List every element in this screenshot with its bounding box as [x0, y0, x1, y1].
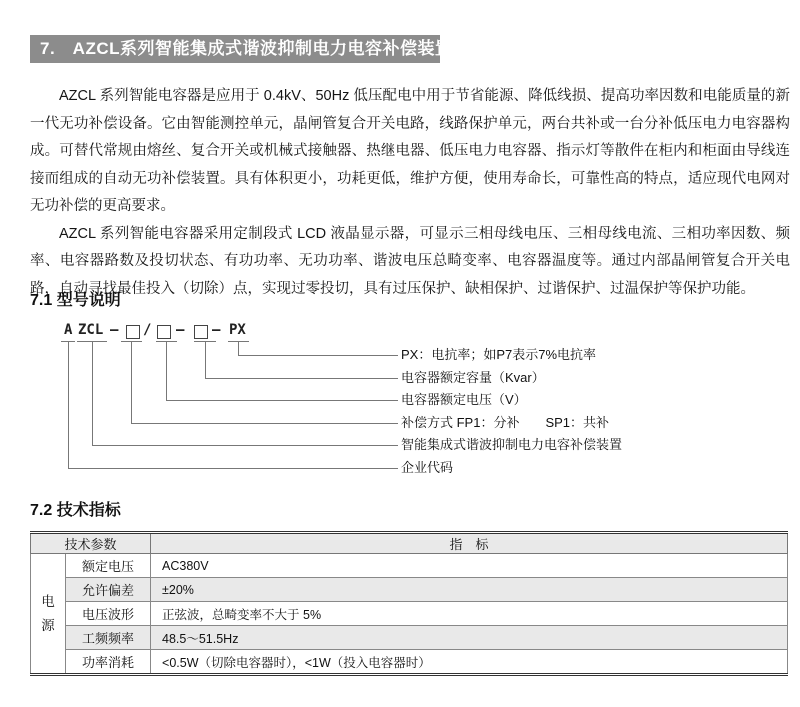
spec-table	[30, 531, 788, 676]
connector-line	[238, 355, 398, 356]
table-row	[31, 578, 788, 602]
model-section-heading: 7.1 型号说明	[30, 292, 121, 309]
value-cell: <0.5W（切除电容器时），<1W（投入电容器时）	[151, 650, 788, 675]
connector-line	[238, 341, 239, 355]
connector-line	[92, 445, 398, 446]
connector-line	[166, 400, 398, 401]
section-title: 7. AZCL系列智能集成式谐波抑制电力电容补偿装置	[40, 39, 453, 58]
model-token-vendor: A	[64, 322, 73, 338]
model-token-dash: —	[110, 322, 119, 338]
table-row	[31, 602, 788, 626]
table-row	[31, 554, 788, 578]
table-row	[31, 650, 788, 675]
model-token-dash: —	[176, 322, 185, 338]
model-field-box-compensation	[126, 325, 140, 339]
group-label: 电源	[41, 593, 56, 633]
param-cell: 额定电压	[66, 554, 151, 578]
section-title-bar	[30, 35, 453, 63]
model-label-reactance: PX：电抗率；如P7表示7%电抗率	[401, 347, 597, 362]
model-field-box-capacity	[194, 325, 208, 339]
connector-line	[68, 468, 398, 469]
param-header-cell: 技术参数	[31, 533, 151, 554]
model-label-compensation-mode: 补偿方式 FP1：分补 SP1：共补	[401, 415, 610, 430]
connector-line	[166, 341, 167, 400]
connector-line	[68, 341, 69, 468]
intro-paragraph-1: AZCL 系列智能电容器是应用于 0.4kV、50Hz 低压配电中用于节省能源、降低线损、提高功率因数和电能质量的新一代无功补偿设备。它由智能测控单元，晶闸管复合开关电路，线路保护单元，两台共补或一台分补低压电力电容器构成。可替代常规由熔丝、复合开关或机械式接触器、热继电器、低压电力电容器、指示灯等散件在柜内和柜面由导线连接而组成的自动无功补偿装置。具有体积更小，功耗更低，维护方便，使用寿命长，可靠性高的特点，适应现代电网对无功补偿的更高要求。	[30, 88, 790, 214]
connector-line	[131, 341, 132, 423]
param-cell: 电压波形	[66, 602, 151, 626]
spec-table-header-row	[31, 533, 788, 554]
connector-line	[205, 378, 398, 379]
table-row	[31, 626, 788, 650]
param-cell: 工频频率	[66, 626, 151, 650]
value-header-cell: 指 标	[151, 533, 788, 554]
group-cell-power	[31, 554, 66, 675]
model-token-slash: /	[143, 322, 152, 338]
intro-text	[30, 83, 790, 303]
model-label-vendor-code: 企业代码	[401, 460, 454, 475]
model-label-capacity: 电容器额定容量（Kvar）	[401, 370, 545, 385]
spec-section-heading: 7.2 技术指标	[30, 502, 121, 519]
value-cell: 正弦波，总畸变率不大于 5%	[151, 602, 788, 626]
value-cell: ±20%	[151, 578, 788, 602]
intro-paragraph-2: AZCL 系列智能电容器采用定制段式 LCD 液晶显示器，可显示三相母线电压、三相母线电流、三相功率因数、频率、电容器路数及投切状态、有功功率、无功功率、谐波电压总畸变率、电容器温度等。通过内部晶闸管复合开关电路，自动寻找最佳投入（切除）点，实现过零投切，具有过压保护、缺相保护、过谐保护、过温保护等保护功能。	[30, 225, 790, 297]
value-cell: 48.5～51.5Hz	[151, 626, 788, 650]
value-cell: AC380V	[151, 554, 788, 578]
connector-line	[92, 341, 93, 445]
param-cell: 功率消耗	[66, 650, 151, 675]
model-label-device-type: 智能集成式谐波抑制电力电容补偿装置	[401, 437, 623, 452]
model-label-voltage: 电容器额定电压（V）	[401, 392, 527, 407]
connector-line	[131, 423, 398, 424]
model-code-diagram	[30, 318, 788, 490]
model-field-box-voltage	[157, 325, 171, 339]
connector-line	[205, 341, 206, 378]
model-token-dash: —	[212, 322, 221, 338]
param-cell: 允许偏差	[66, 578, 151, 602]
model-token-reactance: PX	[229, 322, 246, 338]
model-token-series: ZCL	[78, 322, 104, 338]
